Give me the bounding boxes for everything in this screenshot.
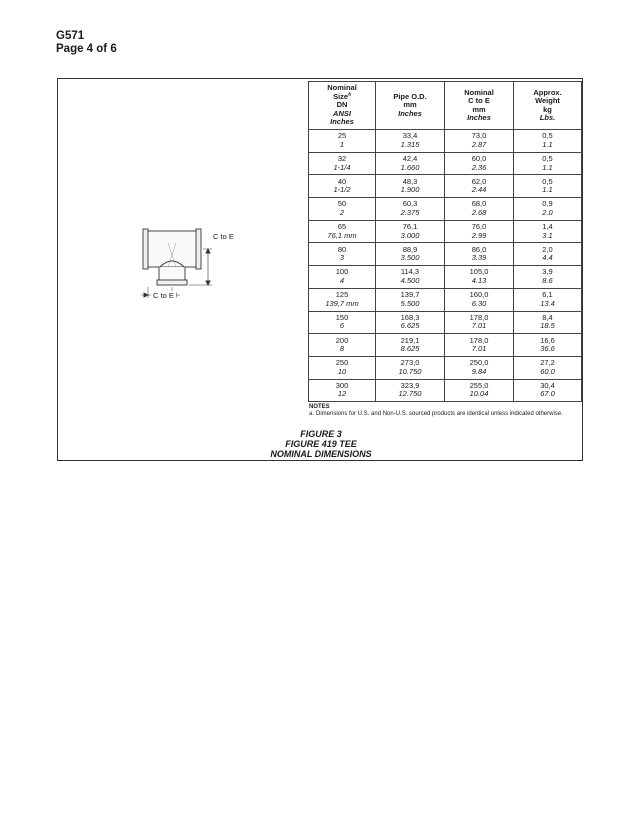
cell-size: 125 139,7 mm bbox=[309, 288, 376, 311]
note-mark: a. bbox=[309, 411, 315, 417]
cell-od: 114,3 4.500 bbox=[376, 266, 445, 289]
header-nominal-size: Nominal Size$^a$ DN ANSI Inches bbox=[309, 82, 376, 130]
cell-od: 33,4 1.315 bbox=[376, 130, 445, 153]
cell-weight: 2,0 4.4 bbox=[514, 243, 582, 266]
document-code: G571 bbox=[56, 30, 85, 42]
cell-weight: 0,5 1.1 bbox=[514, 175, 582, 198]
cell-weight: 6,1 13.4 bbox=[514, 288, 582, 311]
cell-cte: 68,0 2.68 bbox=[445, 198, 514, 221]
cell-size: 200 8 bbox=[309, 334, 376, 357]
cell-weight: 0,5 1.1 bbox=[514, 130, 582, 153]
cell-weight: 30,4 67.0 bbox=[514, 379, 582, 402]
dimension-label-vertical: C to E bbox=[213, 232, 234, 241]
table-row bbox=[309, 198, 582, 221]
table-row bbox=[309, 311, 582, 334]
cell-weight: 1,4 3.1 bbox=[514, 220, 582, 243]
cell-weight: 3,9 8.6 bbox=[514, 266, 582, 289]
cell-weight: 0,5 1.1 bbox=[514, 152, 582, 175]
cell-weight: 8,4 18.5 bbox=[514, 311, 582, 334]
page-header bbox=[56, 30, 117, 56]
table-row bbox=[309, 379, 582, 402]
figure-subtitle: NOMINAL DIMENSIONS bbox=[270, 449, 372, 459]
note-text: Dimensions for U.S. and Non-U.S. sourced products are identical unless indicated otherwise. bbox=[316, 411, 563, 417]
figure-name: FIGURE 419 TEE bbox=[285, 439, 357, 449]
cell-weight: 27,2 60.0 bbox=[514, 356, 582, 379]
cell-od: 42,4 1.660 bbox=[376, 152, 445, 175]
cell-size: 80 3 bbox=[309, 243, 376, 266]
cell-weight: 0,9 2.0 bbox=[514, 198, 582, 221]
cell-size: 50 2 bbox=[309, 198, 376, 221]
cell-od: 88,9 3.500 bbox=[376, 243, 445, 266]
note-item bbox=[309, 411, 579, 418]
table-row bbox=[309, 334, 582, 357]
cell-cte: 86,0 3.39 bbox=[445, 243, 514, 266]
cell-size: 65 76,1 mm bbox=[309, 220, 376, 243]
cell-weight: 16,6 36.6 bbox=[514, 334, 582, 357]
cell-size: 150 6 bbox=[309, 311, 376, 334]
cell-od: 168,3 6.625 bbox=[376, 311, 445, 334]
header-pipe-od: Pipe O.D. mm Inches bbox=[376, 82, 445, 130]
table-row bbox=[309, 243, 582, 266]
cell-od: 219,1 8.625 bbox=[376, 334, 445, 357]
table-row bbox=[309, 288, 582, 311]
cell-cte: 73,0 2.87 bbox=[445, 130, 514, 153]
header-weight: Approx. Weight kg Lbs. bbox=[514, 82, 582, 130]
table-row bbox=[309, 175, 582, 198]
notes-title: NOTES bbox=[309, 404, 330, 410]
cell-cte: 60,0 2.36 bbox=[445, 152, 514, 175]
table-row bbox=[309, 266, 582, 289]
cell-cte: 62,0 2.44 bbox=[445, 175, 514, 198]
cell-size: 250 10 bbox=[309, 356, 376, 379]
table-header-row bbox=[309, 82, 582, 130]
cell-od: 76,1 3.000 bbox=[376, 220, 445, 243]
cell-od: 60,3 2.375 bbox=[376, 198, 445, 221]
cell-size: 100 4 bbox=[309, 266, 376, 289]
figure-number: FIGURE 3 bbox=[300, 429, 342, 439]
cell-size: 40 1-1/2 bbox=[309, 175, 376, 198]
table-row bbox=[309, 152, 582, 175]
header-c-to-e: Nominal C to E mm Inches bbox=[445, 82, 514, 130]
cell-cte: 178,0 7.01 bbox=[445, 334, 514, 357]
figure-captions bbox=[58, 429, 584, 459]
cell-size: 300 12 bbox=[309, 379, 376, 402]
cell-size: 25 1 bbox=[309, 130, 376, 153]
table-row bbox=[309, 220, 582, 243]
cell-cte: 255,0 10.04 bbox=[445, 379, 514, 402]
cell-od: 139,7 5.500 bbox=[376, 288, 445, 311]
table-row bbox=[309, 130, 582, 153]
cell-cte: 76,0 2.99 bbox=[445, 220, 514, 243]
cell-cte: 160,0 6.30 bbox=[445, 288, 514, 311]
tee-drawing bbox=[140, 227, 250, 302]
cell-cte: 250,0 9.84 bbox=[445, 356, 514, 379]
figure-box bbox=[57, 78, 583, 461]
cell-size: 32 1-1/4 bbox=[309, 152, 376, 175]
cell-cte: 105,0 4.13 bbox=[445, 266, 514, 289]
dimension-label-horizontal: C to E bbox=[153, 291, 174, 300]
cell-od: 273,0 10.750 bbox=[376, 356, 445, 379]
notes-section bbox=[309, 404, 579, 418]
cell-od: 48,3 1.900 bbox=[376, 175, 445, 198]
cell-od: 323,9 12.750 bbox=[376, 379, 445, 402]
dimensions-table bbox=[308, 81, 582, 402]
page-number: Page 4 of 6 bbox=[56, 43, 117, 55]
table-body bbox=[309, 130, 582, 402]
cell-cte: 178,0 7.01 bbox=[445, 311, 514, 334]
table-row bbox=[309, 356, 582, 379]
